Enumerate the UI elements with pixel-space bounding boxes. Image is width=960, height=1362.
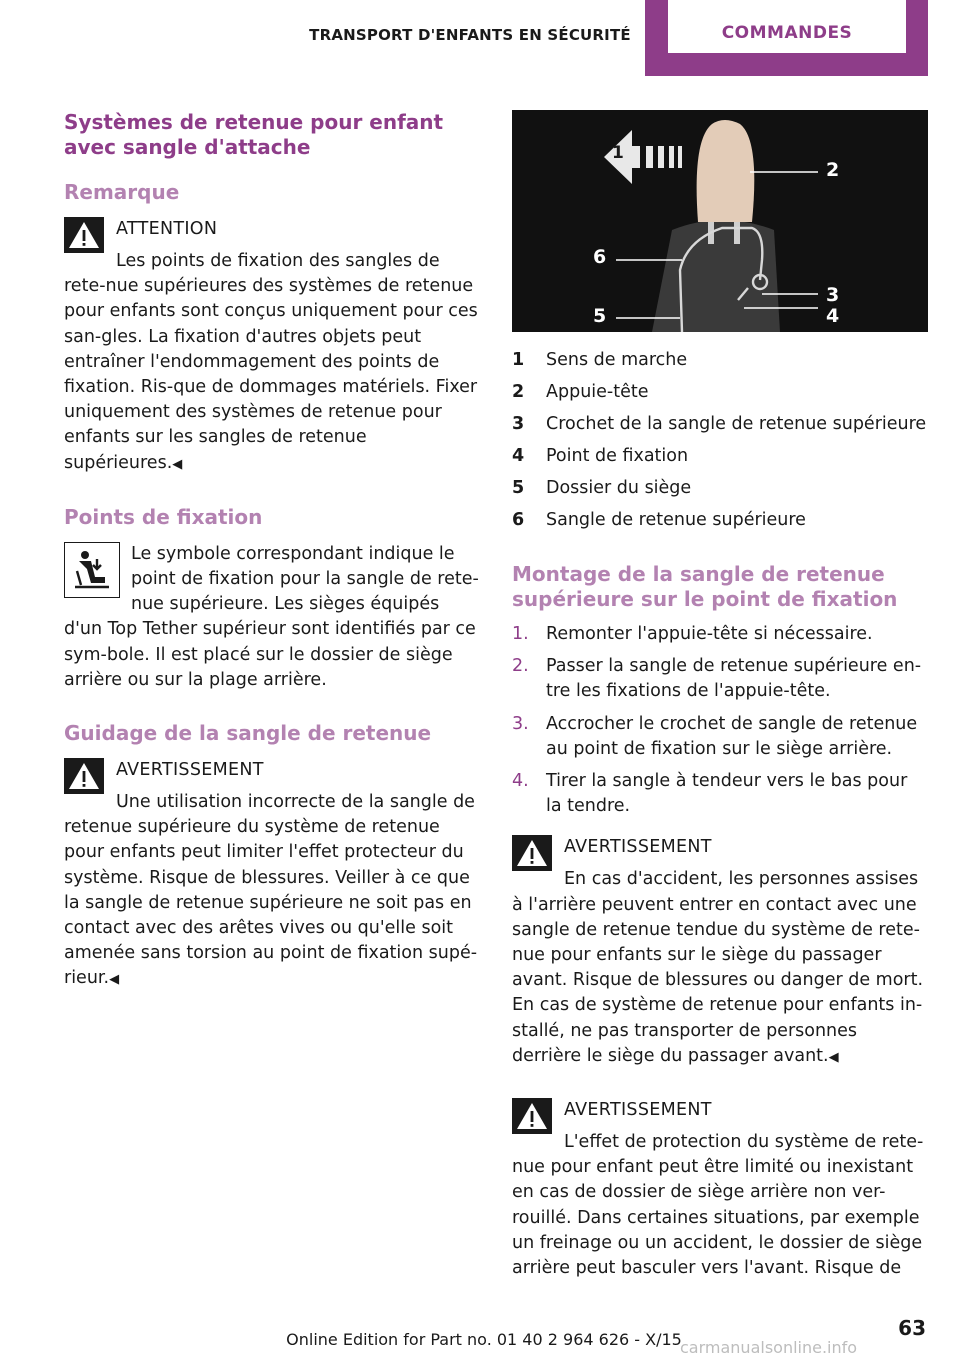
- section-title: Systèmes de retenue pour enfant avec sangle d'attache: [64, 110, 444, 159]
- heading-remarque: Remarque: [64, 180, 180, 204]
- left-column: [64, 110, 480, 993]
- step-item: 3. Accrocher le crochet de sangle de retenue au point de fixation sur le siège arrière.: [512, 713, 918, 759]
- figure-label-3: 3: [826, 284, 840, 306]
- legend-item: 1 Sens de marche: [512, 350, 688, 370]
- attention-block: [64, 217, 480, 477]
- figure-label-2: 2: [826, 159, 840, 181]
- guidage-warning-label: AVERTISSEMENT: [116, 760, 264, 781]
- attention-label: ATTENTION: [116, 219, 218, 239]
- figure-label-1: 1: [612, 143, 624, 163]
- figure-legend: [512, 344, 928, 536]
- attention-text: Les points de fixation des sangles de rete-nue supérieures des systèmes de retenue pour enfants sont conçus uniquement pour ces san-gles. La fixation d'autres objets peut entraîner l'endommagement des points de fixation. Ris-que de dommages matériels. Fixer uniquement des systèmes de retenue pour enfants sur les sangles de retenue supérieures.◀: [64, 251, 478, 473]
- heading-guidage: Guidage de la sangle de retenue: [64, 721, 432, 746]
- end-mark-icon: ◀: [828, 1049, 839, 1065]
- step-item: 2. Passer la sangle de retenue supérieure en-tre les fixations de l'appuie-tête.: [512, 656, 922, 702]
- points-block: [64, 542, 480, 693]
- warning-2-text: L'effet de protection du système de rete-nue pour enfant peut être limité ou inexistant en cas de dossier de siège arrière non ver-rouillé. Dans certaines situations, par exemple un freinage ou un accident, le dossier de siège arrière peut basculer vers l'avant. Risque de: [512, 1132, 924, 1279]
- figure-label-6: 6: [593, 246, 607, 268]
- figure-label-4: 4: [826, 305, 840, 327]
- warning-2-label: AVERTISSEMENT: [564, 1100, 712, 1121]
- top-tether-anchor-icon: [64, 542, 120, 598]
- right-column: [512, 110, 928, 1281]
- end-mark-icon: ◀: [109, 972, 120, 988]
- running-header-section: TRANSPORT D'ENFANTS EN SÉCURITÉ: [309, 26, 631, 44]
- legend-item: 6 Sangle de retenue supérieure: [512, 510, 806, 530]
- points-text: Le symbole correspondant indique le point de fixation pour la sangle de rete-nue supérieure. Les sièges équipés d'un Top Tether supérieur sont identifiés par ce sym-bole. Il est placé sur le dossier de siège arrière ou sur la plage arrière.: [64, 543, 479, 690]
- watermark: carmanualsonline.info: [680, 1338, 858, 1357]
- headrest-tether-illustration: [512, 110, 928, 332]
- warning-1-label: AVERTISSEMENT: [564, 837, 712, 858]
- chapter-tab[interactable]: COMMANDES: [668, 0, 906, 53]
- guidage-warning-block: [64, 758, 480, 993]
- warning-triangle-icon: [512, 1098, 552, 1134]
- montage-warning-2: [512, 1098, 928, 1281]
- page-number: 63: [898, 1316, 926, 1340]
- montage-steps: [512, 622, 928, 819]
- figure-label-5: 5: [593, 305, 607, 327]
- footer-edition: Online Edition for Part no. 01 40 2 964 626 - X/15: [286, 1330, 682, 1349]
- legend-item: 5 Dossier du siège: [512, 478, 692, 498]
- guidage-warning-text: Une utilisation incorrecte de la sangle de retenue supérieure du système de retenue pour enfants peut limiter l'effet protecteur du système. Risque de blessures. Veiller à ce que la sangle de retenue supérieure ne soit pas en contact avec des arêtes vives ou qu'elle soit amenée sans torsion au point de fixation supé-rieur.◀: [64, 792, 478, 989]
- step-item: 1. Remonter l'appuie-tête si nécessaire.: [512, 624, 873, 644]
- heading-montage: Montage de la sangle de retenue supérieure sur le point de fixation: [512, 562, 898, 611]
- end-mark-icon: ◀: [172, 456, 183, 472]
- legend-item: 2 Appuie-tête: [512, 382, 649, 402]
- warning-triangle-icon: [64, 758, 104, 794]
- step-item: 4. Tirer la sangle à tendeur vers le bas pour la tendre.: [512, 771, 908, 817]
- legend-item: 3 Crochet de la sangle de retenue supérieure: [512, 414, 927, 434]
- legend-item: 4 Point de fixation: [512, 446, 689, 466]
- warning-triangle-icon: [512, 835, 552, 871]
- warning-1-text: En cas d'accident, les personnes assises à l'arrière peuvent entrer en contact avec une sangle de retenue tendue du système de rete-nue pour enfants sur le siège du passager avant. Risque de blessures ou danger de mort. En cas de système de retenue pour enfants in-stallé, ne pas transporter de personnes derrière le siège du passager avant.◀: [512, 869, 924, 1066]
- warning-triangle-icon: [64, 217, 104, 253]
- heading-points-fixation: Points de fixation: [64, 504, 263, 529]
- montage-warning-1: [512, 835, 928, 1070]
